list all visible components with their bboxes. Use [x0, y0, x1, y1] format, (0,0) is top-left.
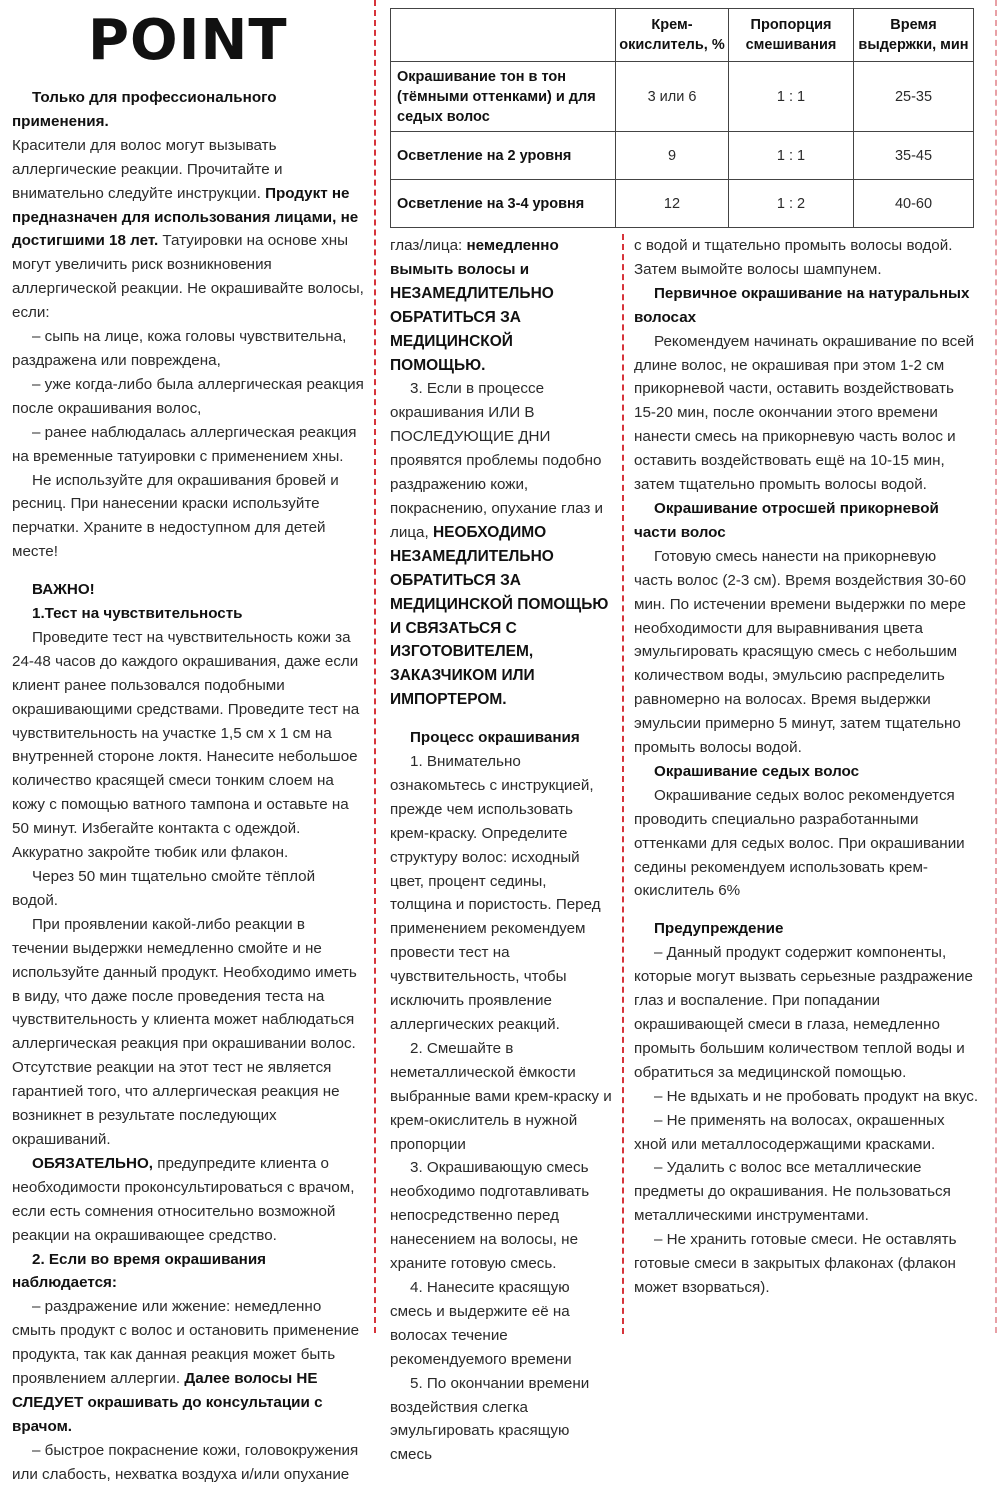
- natural-hair-text: Рекомендуем начинать окрашивание по всей длине волос, не окрашивая при этом 1-2 см прикорневой части, оставить воздействовать 15-20 мин, после окончании этого времени нанести смесь на прикорневую часть волос и оставить воздействовать ещё на 10-15 мин, затем тщательно промыть волосы водой.: [634, 332, 975, 494]
- grey-hair-heading: Окрашивание седых волос: [654, 762, 860, 780]
- contra-item-2: – уже когда-либо была аллергическая реакция после окрашивания волос,: [12, 375, 364, 417]
- intro-paragraph: Красители для волос могут вызывать аллергические реакции. Прочитайте и внимательно следуйте инструкции. Продукт не предназначен для использования лицами, не достигшими 18 лет. Татуировки на основе хны могут увеличить риск возникновения аллергической реакции. Не окрашивайте волосы, если:: [12, 136, 364, 322]
- process-step-4: 4. Нанесите красящую смесь и выдержите её на волосах течение рекомендуемого времени: [390, 1278, 572, 1368]
- mandatory-note: ОБЯЗАТЕЛЬНО, предупредите клиента о необходимости проконсультироваться с врачом, если есть сомнения относительно возможной реакции на окрашивающее средство.: [12, 1154, 355, 1244]
- table-row-label: Осветление на 3-4 уровня: [391, 180, 616, 228]
- brand-logo: POINT: [88, 8, 288, 73]
- table-cell-time: 25-35: [854, 62, 974, 132]
- table-cell-oxidant: 12: [616, 180, 729, 228]
- process-step-5: 5. По окончании времени воздействия слегка эмульгировать красящую смесь: [390, 1374, 590, 1464]
- warning-item-4: – Удалить с волос все металлические предметы до окрашивания. Не пользоваться металлическими инструментами.: [634, 1159, 951, 1225]
- followup-warning: 3. Если в процессе окрашивания ИЛИ В ПОСЛЕДУЮЩИЕ ДНИ проявятся проблемы подобно раздражению кожи, покраснению, опухание глаз и лица, НЕОБХОДИМО НЕЗАМЕДЛИТЕЛЬНО ОБРАТИТЬСЯ ЗА МЕДИЦИНСКОЙ ПОМОЩЬЮ И СВЯЗАТЬСЯ С ИЗГОТОВИТЕЛЕМ, ЗАКАЗЧИКОМ ИЛИ ИМПОРТЕРОМ.: [390, 380, 609, 709]
- observed-heading: 2. Если во время окрашивания наблюдается:: [12, 1250, 267, 1292]
- irritation-note: – раздражение или жжение: немедленно смыть продукт с волос и остановить применение продукта, так как данная реакция может быть проявлением аллергии. Далее волосы НЕ СЛЕДУЕТ окрашивать до консультации с врачом.: [12, 1298, 360, 1435]
- table-cell-oxidant: 3 или 6: [616, 62, 729, 132]
- table-row-label: Осветление на 2 уровня: [391, 132, 616, 180]
- table-row: [391, 132, 974, 180]
- roots-heading: Окрашивание отросшей прикорневой части волос: [634, 499, 939, 541]
- column-divider-left: [374, 0, 376, 1333]
- process-heading: Процесс окрашивания: [410, 729, 580, 747]
- process-step-3: 3. Окрашивающую смесь необходимо подготавливать непосредственно перед нанесением на волосы, не храните готовую смесь.: [390, 1159, 590, 1273]
- middle-column: [390, 234, 612, 1467]
- warning-heading: Предупреждение: [654, 920, 784, 938]
- sensitivity-test-heading: 1.Тест на чувствительность: [32, 605, 243, 623]
- table-header-oxidant: Крем-окислитель, %: [616, 9, 729, 62]
- process-step-1: 1. Внимательно ознакомьтесь с инструкцией, прежде чем использовать крем-краску. Определите структуру волос: исходный цвет, процент седины, толщина и пористость. Перед применением рекомендуем провести тест на чувствительность, чтобы исключить проявление аллергических реакций.: [390, 753, 601, 1033]
- rinse-note: Через 50 мин тщательно смойте тёплой водой.: [12, 868, 316, 909]
- table-header-time: Время выдержки, мин: [854, 9, 974, 62]
- table-corner-cell: [391, 9, 616, 62]
- edge-line-right: [995, 0, 997, 1333]
- table-header-ratio: Пропорция смешивания: [729, 9, 854, 62]
- important-heading: ВАЖНО!: [32, 581, 95, 599]
- process-step-2: 2. Смешайте в неметаллической ёмкости выбранные вами крем-краску и крем-окислитель в нужной пропорции: [390, 1039, 612, 1153]
- grey-hair-text: Окрашивание седых волос рекомендуется проводить специально разработанными оттенками для седых волос. При окрашивании седины рекомендуем использовать крем-окислитель 6%: [634, 786, 965, 900]
- redness-note: – быстрое покраснение кожи, головокружения или слабость, нехватка воздуха и/или опухание: [12, 1441, 359, 1483]
- rinse-shampoo-text: с водой и тщательно промыть волосы водой. Затем вымойте волосы шампунем.: [634, 237, 953, 278]
- right-column: [634, 234, 979, 1300]
- contra-item-1: – сыпь на лице, кожа головы чувствительна, раздражена или повреждена,: [12, 328, 347, 369]
- table-row: [391, 62, 974, 132]
- table-cell-oxidant: 9: [616, 132, 729, 180]
- pro-only-heading: Только для профессионального применения.: [12, 89, 277, 130]
- contra-item-3: – ранее наблюдалась аллергическая реакция на временные татуировки с применением хны.: [12, 423, 357, 465]
- table-cell-time: 40-60: [854, 180, 974, 228]
- warning-item-2: – Не вдыхать и не пробовать продукт на вкус.: [654, 1087, 979, 1105]
- table-cell-ratio: 1 : 1: [729, 132, 854, 180]
- left-column: [12, 0, 364, 1487]
- warning-item-3: – Не применять на волосах, окрашенных хной или металлосодержащими красками.: [634, 1111, 945, 1153]
- table-cell-time: 35-45: [854, 132, 974, 180]
- reaction-note: При проявлении какой-либо реакции в течении выдержки немедленно смойте и не используйте данный продукт. Необходимо иметь в виду, что даже после проведения теста на чувствительность у клиента может наблюдаться аллергическая реакция при окрашивании волос. Отсутствие реакции на этот тест не является гарантией того, что аллергическая реакция не возникнет в результате последующих окрашиваний.: [12, 915, 357, 1148]
- eye-face-warning: глаз/лица: немедленно вымыть волосы и НЕЗАМЕДЛИТЕЛЬНО ОБРАТИТЬСЯ ЗА МЕДИЦИНСКОЙ ПОМОЩЬЮ.: [390, 237, 559, 374]
- table-row-label: Окрашивание тон в тон (тёмными оттенками) и для седых волос: [391, 62, 616, 132]
- warning-item-1: – Данный продукт содержит компоненты, которые могут вызвать серьезные раздражение глаз и воспаление. При попадании окрашивающей смеси в глаза, немедленно промыть большим количеством теплой воды и обратиться за медицинской помощью.: [634, 944, 973, 1081]
- roots-text: Готовую смесь нанести на прикорневую часть волос (2-3 см). Время воздействия 30-60 мин. По истечении времени выдержки по мере необходимости для выравнивания цвета эмульгировать красящую смесь с небольшим количеством воды, эмульсию распределить равномерно на волосах. Время выдержки эмульсии примерно 5 минут, затем тщательно промыть волосы водой.: [634, 547, 966, 757]
- table-row: [391, 180, 974, 228]
- natural-hair-heading: Первичное окрашивание на натуральных волосах: [634, 284, 970, 326]
- table-cell-ratio: 1 : 2: [729, 180, 854, 228]
- column-divider-middle: [622, 234, 624, 1334]
- sensitivity-test-text: Проведите тест на чувствительность кожи за 24-48 часов до каждого окрашивания, даже если клиент ранее пользовался подобными окрашивающими средствами. Проведите тест на чувствительность на участке 1,5 см х 1 см на внутренней стороне локтя. Нанесите небольшое количество красящей смеси тонким слоем на кожу с помощью ватного тампона и оставьте на 50 минут. Избегайте контакта с одеждой. Аккуратно закройте тюбик или флакон.: [12, 628, 360, 862]
- usage-note: Не используйте для окрашивания бровей и ресниц. При нанесении краски используйте перчатки. Храните в недоступном для детей месте!: [12, 471, 339, 561]
- warning-item-5: – Не хранить готовые смеси. Не оставлять готовые смеси в закрытых флаконах (флакон может взорваться).: [634, 1231, 957, 1296]
- table-cell-ratio: 1 : 1: [729, 62, 854, 132]
- table-header-row: [391, 9, 974, 62]
- dyeing-table: [390, 8, 974, 228]
